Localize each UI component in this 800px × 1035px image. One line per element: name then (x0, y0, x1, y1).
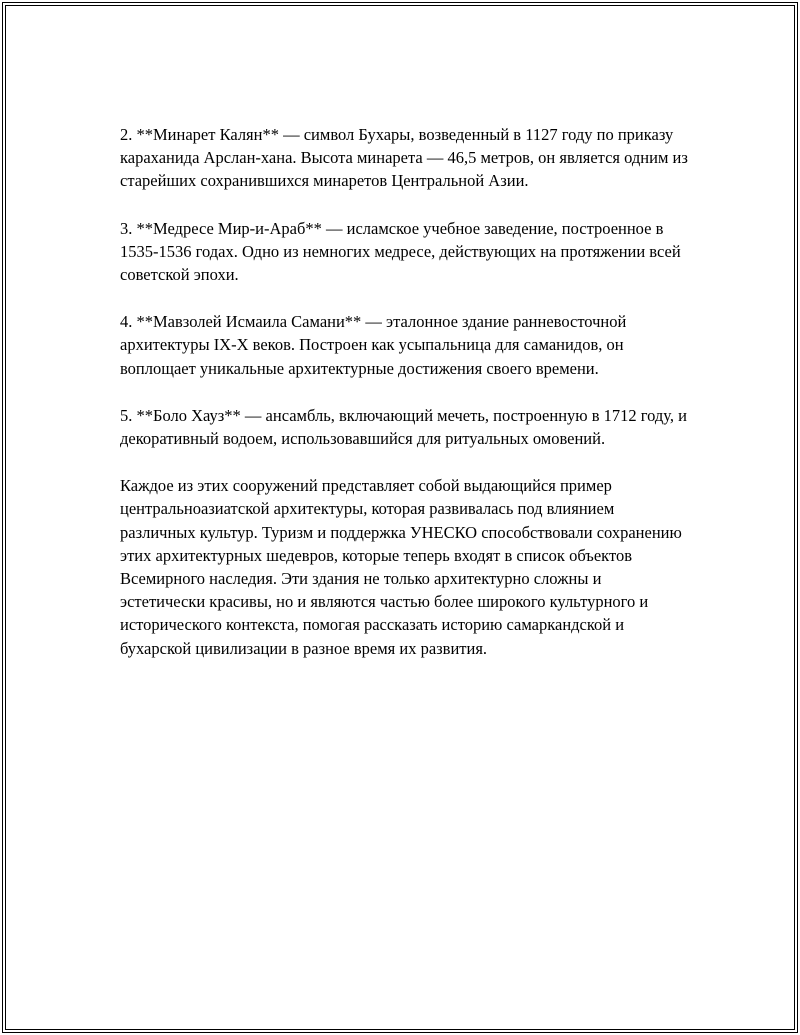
paragraph-ismail-samani-mausoleum: 4. **Мавзолей Исмаила Самани** — эталонное здание ранневосточной архитектуры IX-X веков. Построен как усыпальница для саманидов, он воплощает уникальные архитектурные достижения своего времени. (120, 312, 627, 378)
paragraph-conclusion: Каждое из этих сооружений представляет собой выдающийся пример центральноазиатской архитектуры, которая развивалась под влиянием различных культур. Туризм и поддержка УНЕСКО способствовали сохранению этих архитектурных шедевров, которые теперь входят в список объектов Всемирного наследия. Эти здания не только архитектурно сложны и эстетически красивы, но и являются частью более широкого культурного и исторического контекста, помогая рассказать историю самаркандской и бухарской цивилизации в разное время их развития. (120, 476, 682, 658)
paragraph-bolo-hauz: 5. **Боло Хауз** — ансамбль, включающий мечеть, построенную в 1712 году, и декоративный водоем, использовавшийся для ритуальных омовений. (120, 405, 687, 449)
document-body (120, 123, 690, 684)
paragraph-mir-i-arab-madrasa: 3. **Медресе Мир-и-Араб** — исламское учебное заведение, построенное в 1535-1536 годах. Одно из немногих медресе, действующих на протяжении всей советской эпохи. (120, 218, 681, 285)
document-page (2, 2, 798, 1033)
paragraph-kalyan-minaret: 2. **Минарет Калян** — символ Бухары, возведенный в 1127 году по приказу караханида Арслан-хана. Высота минарета — 46,5 метров, он является одним из старейших сохранившихся минаретов Центральной Азии. (120, 125, 688, 191)
